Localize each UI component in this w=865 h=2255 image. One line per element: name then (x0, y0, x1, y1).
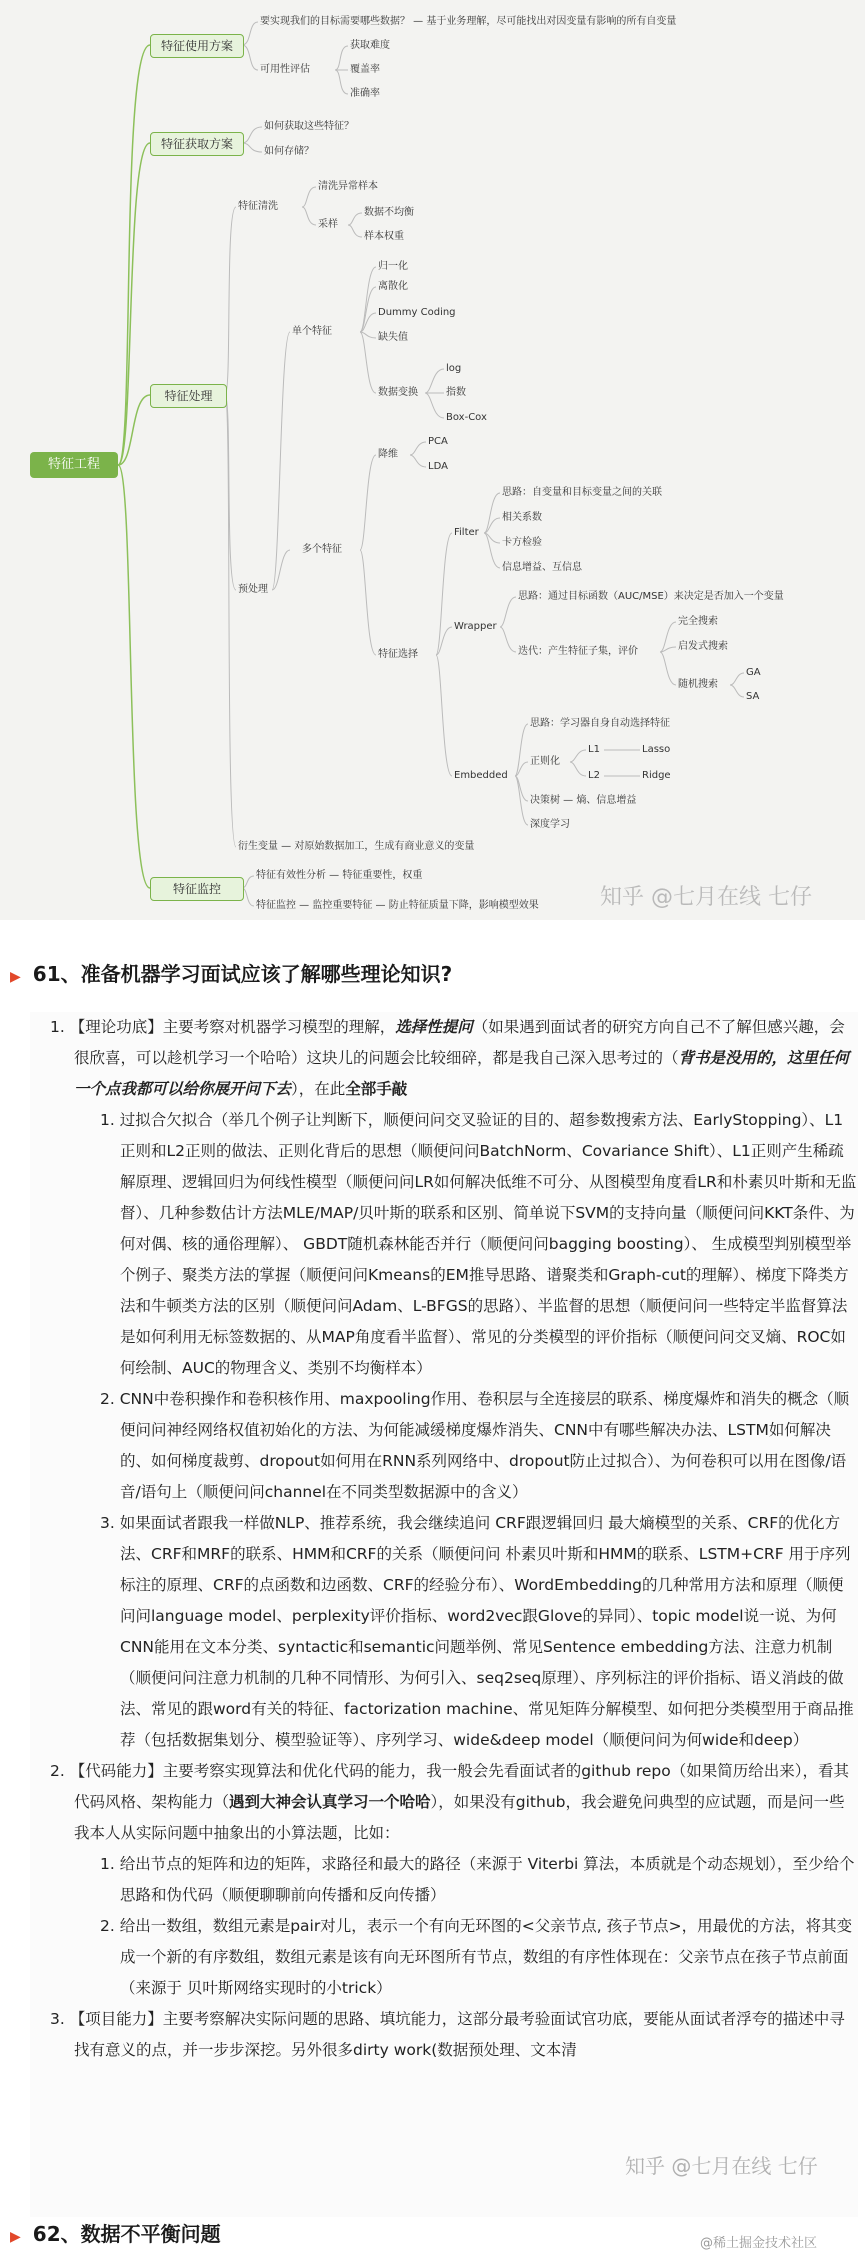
node-boxcox: Box-Cox (446, 412, 487, 423)
node-chi2: 卡方检验 (502, 537, 542, 548)
para-coding: 2. 【代码能力】主要考察实现算法和优化代码的能力，我一般会先看面试者的github repo（如果简历给出来），看其代码风格、架构能力（遇到大神会认真学习一个哈哈），如果没有github，我会避免问典型的应试题，而是问一些 我本人从实际问题中抽象出的小算法题，比如： (50, 1762, 849, 1842)
node-sa: SA (746, 691, 760, 702)
node-l1: L1 (588, 744, 600, 755)
node-discretize: 离散化 (378, 281, 408, 292)
para-theory: 1. 【理论功底】主要考察对机器学习模型的理解，选择性提问（如果遇到面试者的研究方向自己不了解但感兴趣，会很欣喜，可以趁机学习一个哈哈）这块儿的问题会比较细碎，都是我自己深入思考过的（背书是没用的，这里任何一个点我都可以给你展开问下去），在此全部手敲 (50, 1018, 850, 1098)
node-imbalance: 数据不均衡 (364, 207, 414, 218)
item-coding-2: 2. 给出一数组，数组元素是pair对儿，表示一个有向无环图的<父亲节点, 孩子节点>，用最优的方法，将其变成一个新的有序数组，数组元素是该有向无环图所有节点，数组的有序性体现在：父亲节点在孩子节点前面（来源于 贝叶斯网络实现时的小trick） (100, 1917, 853, 1997)
node-embedded: Embedded (454, 770, 508, 781)
node-preprocess: 预处理 (238, 584, 268, 595)
node-wrapper-idea: 思路：通过目标函数（AUC/MSE）来决定是否加入一个变量 (518, 591, 784, 602)
node-wrapper: Wrapper (454, 621, 497, 632)
node-corr: 相关系数 (502, 512, 542, 523)
node-embedded-idea: 思路：学习器自身自动选择特征 (530, 718, 670, 729)
node-heuristic: 启发式搜索 (678, 641, 728, 652)
heading-61 (10, 958, 452, 987)
node-exp: 指数 (446, 387, 466, 398)
branch-monitor: 特征监控 (150, 877, 244, 901)
node-log: log (446, 363, 462, 374)
quote-image (30, 1012, 858, 2217)
node-weights: 样本权重 (364, 231, 404, 242)
node-accuracy: 准确率 (350, 88, 380, 99)
node-clean: 特征清洗 (238, 201, 278, 212)
item-theory-1: 1. 过拟合欠拟合（举几个例子让判断下，顺便问问交叉验证的目的、超参数搜索方法、EarlyStopping）、L1正则和L2正则的做法、正则化背后的思想（顺便问问BatchNorm、Covariance Shift）、L1正则产生稀疏解原理、逻辑回归为何线性模型（顺便问问LR如何解决低维不可分、从图模型角度看LR和朴素贝叶斯和无监督）、几种参数估计方法MLE/MAP/贝叶斯的联系和区别、简单说下SVM的支持向量（顺便问问KKT条件、为何对偶、核的通俗理解）、 GBDT随机森林能否并行（顺便问问bagging boosting）、 生成模型判别模型举个例子、聚类方法的掌握（顺便问问Kmeans的EM推导思路、谱聚类和Graph-cut的理解）、梯度下降类方法和牛顿类方法的区别（顺便问问Adam、L-BFGS的思路）、半监督的思想（顺便问问一些特定半监督算法是如何利用无标签数据的、从MAP角度看半监督）、常见的分类模型的评价指标（顺便问问交叉熵、ROC如何绘制、AUC的物理含义、类别不均衡样本） (100, 1111, 857, 1377)
branch-acquire: 特征获取方案 (150, 132, 244, 156)
node-regularize: 正则化 (530, 756, 560, 767)
mindmap-image (0, 0, 865, 920)
node-missing: 缺失值 (378, 332, 408, 343)
node-monitor: 特征监控 — 监控重要特征 — 防止特征质量下降，影响模型效果 (256, 900, 539, 911)
node-full-search: 完全搜索 (678, 616, 718, 627)
item-theory-3: 3. 如果面试者跟我一样做NLP、推荐系统，我会继续追问 CRF跟逻辑回归 最大熵模型的关系、CRF的优化方法、CRF和MRF的联系、HMM和CRF的关系（顺便问问 朴素贝叶斯和HMM的联系、LSTM+CRF 用于序列标注的原理、CRF的点函数和边函数、CRF的经验分布）、WordEmbedding的几种常用方法和原理（顺便问问language model、perplexity评价指标、word2vec跟Glove的异同）、topic model说一说、为何CNN能用在文本分类、syntactic和semantic问题举例、常见Sentence embedding方法、注意力机制（顺便问问注意力机制的几种不同情形、为何引入、seq2seq原理）、序列标注的评价指标、语义消歧的做法、常见的跟word有关的特征、factorization machine、常见矩阵分解模型、如何把分类模型用于商品推荐（包括数据集划分、模型验证等）、序列学习、wide&deep model（顺便问问为何wide和deep） (100, 1514, 854, 1749)
node-ridge: Ridge (642, 770, 671, 781)
node-multi: 多个特征 (302, 544, 342, 555)
node-dimreduce: 降维 (378, 449, 398, 460)
node-how-get: 如何获取这些特征？ (264, 121, 354, 132)
node-transform: 数据变换 (378, 387, 418, 398)
mindmap-connectors (0, 0, 865, 920)
node-feature-select: 特征选择 (378, 649, 418, 660)
node-dummy: Dummy Coding (378, 307, 456, 318)
node-deep-learning: 深度学习 (530, 819, 570, 830)
node-coverage: 覆盖率 (350, 64, 380, 75)
node-filter: Filter (454, 527, 479, 538)
footer-watermark: @稀土掘金技术社区 (700, 2236, 818, 2251)
node-clean-outliers: 清洗异常样本 (318, 181, 378, 192)
node-difficulty: 获取难度 (350, 40, 390, 51)
node-lda: LDA (428, 461, 448, 472)
watermark: 知乎 @七月在线 七仔 (600, 885, 812, 910)
triangle-icon: ▶ (10, 2229, 21, 2245)
branch-processing: 特征处理 (150, 384, 227, 408)
node-ga: GA (746, 667, 761, 678)
node-l2: L2 (588, 770, 600, 781)
mindmap-root: 特征工程 (30, 452, 118, 478)
node-derived: 衍生变量 — 对原始数据加工，生成有商业意义的变量 (238, 841, 475, 852)
item-theory-2: 2. CNN中卷积操作和卷积核作用、maxpooling作用、卷积层与全连接层的联系、梯度爆炸和消失的概念（顺便问问神经网络权值初始化的方法、为何能减缓梯度爆炸消失、CNN中有哪些解决办法、LSTM如何解决的、如何梯度裁剪、dropout如何用在RNN系列网络中、dropout防止过拟合）、为何卷积可以用在图像/语音/语句上（顺便问问channel在不同类型数据源中的含义） (100, 1390, 850, 1501)
node-pca: PCA (428, 436, 448, 447)
node-infogain: 信息增益、互信息 (502, 562, 582, 573)
node-sampling: 采样 (318, 219, 338, 230)
node-decision-tree: 决策树 — 熵、信息增益 (530, 795, 637, 806)
heading-61-text: 61、准备机器学习面试应该了解哪些理论知识? (32, 962, 453, 986)
node-normalize: 归一化 (378, 261, 408, 272)
node-how-store: 如何存储？ (264, 146, 314, 157)
node-random-search: 随机搜索 (678, 679, 718, 690)
branch-usage: 特征使用方案 (150, 34, 244, 58)
heading-62-text: 62、数据不平衡问题 (32, 2222, 221, 2246)
watermark-2: 知乎 @七月在线 七仔 (625, 2154, 818, 2178)
node-iterate: 迭代：产生特征子集，评价 (518, 646, 638, 657)
triangle-icon: ▶ (10, 969, 21, 985)
node-usage-goal: 要实现我们的目标需要哪些数据？ — 基于业务理解，尽可能找出对因变量有影响的所有自变量 (260, 16, 677, 27)
node-filter-idea: 思路：自变量和目标变量之间的关联 (502, 487, 662, 498)
heading-62 (10, 2218, 221, 2247)
para-project: 3. 【项目能力】主要考察解决实际问题的思路、填坑能力，这部分最考验面试官功底，要能从面试者浮夸的描述中寻找有意义的点，并一步步深挖。另外很多dirty work(数据预处理、文本清 (50, 2010, 845, 2059)
node-availability: 可用性评估 (260, 64, 310, 75)
item-coding-1: 1. 给出节点的矩阵和边的矩阵，求路径和最大的路径（来源于 Viterbi 算法，本质就是个动态规划），至少给个思路和伪代码（顺便聊聊前向传播和反向传播） (100, 1855, 855, 1904)
node-lasso: Lasso (642, 744, 671, 755)
node-single: 单个特征 (292, 326, 332, 337)
node-effectiveness: 特征有效性分析 — 特征重要性，权重 (256, 870, 423, 881)
